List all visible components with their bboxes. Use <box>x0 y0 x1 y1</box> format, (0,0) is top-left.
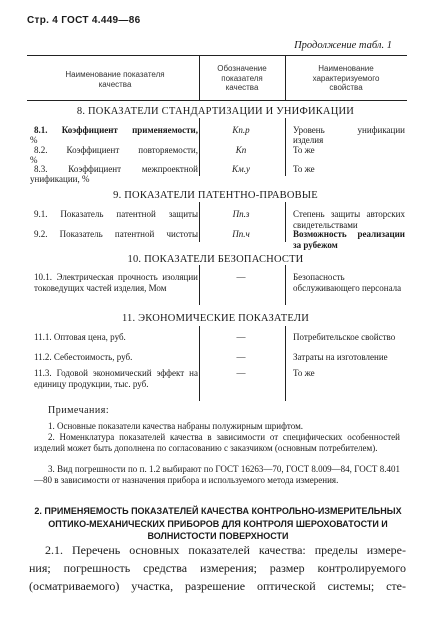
row-property: Затраты на изготовление <box>293 352 388 362</box>
row-symbol: — <box>236 368 246 378</box>
row-name: 11.1. Оптовая цена, руб. <box>34 332 126 342</box>
section-title: 9. ПОКАЗАТЕЛИ ПАТЕНТНО-ПРАВОВЫЕ <box>113 190 318 201</box>
row-name: 9.2. Показатель патентной чистоты <box>34 229 198 239</box>
row-symbol: — <box>236 332 246 342</box>
paragraph-line: 2.1. Перечень основных показателей качества: пределы измере- <box>45 543 406 557</box>
section-title: 8. ПОКАЗАТЕЛИ СТАНДАРТИЗАЦИИ И УНИФИКАЦИИ <box>76 106 355 117</box>
note-item: 1. Основные показатели качества набраны полужирным шрифтом. <box>48 421 304 431</box>
section-heading: 2. ПРИМЕНЯЕМОСТЬ ПОКАЗАТЕЛЕЙ КАЧЕСТВА КОНТРОЛЬНО-ИЗМЕРИТЕЛЬНЫХ ОПТИКО-МЕХАНИЧЕСКИХ ПРИБОРОВ ДЛЯ КОНТРОЛЯ ШЕРОХОВАТОСТИ И ВОЛНИСТОСТИ ПОВЕРХНОСТИ <box>34 506 402 541</box>
row-name-cont: унификации, % <box>30 174 90 184</box>
row-name: 11.2. Себестоимость, руб. <box>34 352 133 362</box>
header-col-property: Наименование характеризуемого свойства <box>312 64 380 92</box>
row-property: Безопасность обслуживающего персонала <box>293 272 402 293</box>
row-property: Уровень унификации <box>293 125 405 135</box>
row-symbol: Кп <box>235 145 247 155</box>
row-symbol: — <box>236 352 246 362</box>
body-divider-2a <box>285 118 286 176</box>
row-property: То же <box>293 164 315 174</box>
row-property: Потребительское свойство <box>293 332 396 342</box>
row-property: То же <box>293 368 315 378</box>
header-divider-2 <box>285 55 286 100</box>
row-property: Возможность реализации за рубежом <box>293 229 405 250</box>
row-name-cont: % <box>30 135 38 145</box>
paragraph-line: (осматриваемого) участка, разрешение оптической системы; сте- <box>29 579 406 593</box>
row-symbol: Пп.з <box>232 209 250 219</box>
body-divider-2b <box>285 202 286 242</box>
body-divider-2c <box>285 265 286 305</box>
row-name: 10.1. Электрическая прочность изоляции токоведущих частей изделия, Мом <box>34 272 198 293</box>
row-property: Степень защиты авторских свидетельствами <box>293 209 405 230</box>
row-symbol: Км.у <box>232 164 250 174</box>
continued-label: Продолжение табл. 1 <box>294 40 392 51</box>
row-name: 8.2. Коэффициент повторяемости, <box>34 145 198 155</box>
section-title: 11. ЭКОНОМИЧЕСКИЕ ПОКАЗАТЕЛИ <box>122 313 309 324</box>
note-item: 3. Вид погрешности по п. 1.2 выбирают по ГОСТ 16263—70, ГОСТ 8.009—84, ГОСТ 8.401—80 в зависимости от назначения прибора и используемого метода измерения. <box>34 464 400 485</box>
table-top-rule <box>27 55 407 56</box>
running-head: Стр. 4 ГОСТ 4.449—86 <box>27 15 141 26</box>
row-name: 8.1. Коэффициент применяемости, <box>34 125 198 135</box>
header-divider-1 <box>199 55 200 100</box>
row-name: 11.3. Годовой экономический эффект на единицу продукции, тыс. руб. <box>34 368 198 389</box>
body-divider-1d <box>199 326 200 401</box>
body-divider-2d <box>285 326 286 401</box>
row-symbol: Кп.р <box>232 125 250 135</box>
body-divider-1c <box>199 265 200 305</box>
row-name-cont: % <box>30 155 38 165</box>
header-col-name: Наименование показателя качества <box>65 70 165 89</box>
row-property-cont: изделия <box>293 135 324 145</box>
section-title: 10. ПОКАЗАТЕЛИ БЕЗОПАСНОСТИ <box>127 254 304 265</box>
note-item: 2. Номенклатура показателей качества в зависимости от специфических особенностей изделий может быть дополнена по согласованию с заказчиком (основным потребителем). <box>34 432 400 453</box>
notes-heading: Примечания: <box>48 405 110 416</box>
body-divider-1a <box>199 118 200 176</box>
row-symbol: Пп.ч <box>232 229 250 239</box>
body-paragraph <box>29 541 406 595</box>
row-property: То же <box>293 145 315 155</box>
paragraph-line: ния; погрешность средства измерения; размер контролируемого <box>29 561 406 575</box>
row-name: 8.3. Коэффициент межпроектной <box>34 164 198 174</box>
body-divider-1b <box>199 202 200 242</box>
row-name: 9.1. Показатель патентной защиты <box>34 209 198 219</box>
header-col-symbol: Обозначение показателя качества <box>217 64 267 92</box>
table-header-rule <box>27 100 407 101</box>
row-symbol: — <box>236 272 246 282</box>
